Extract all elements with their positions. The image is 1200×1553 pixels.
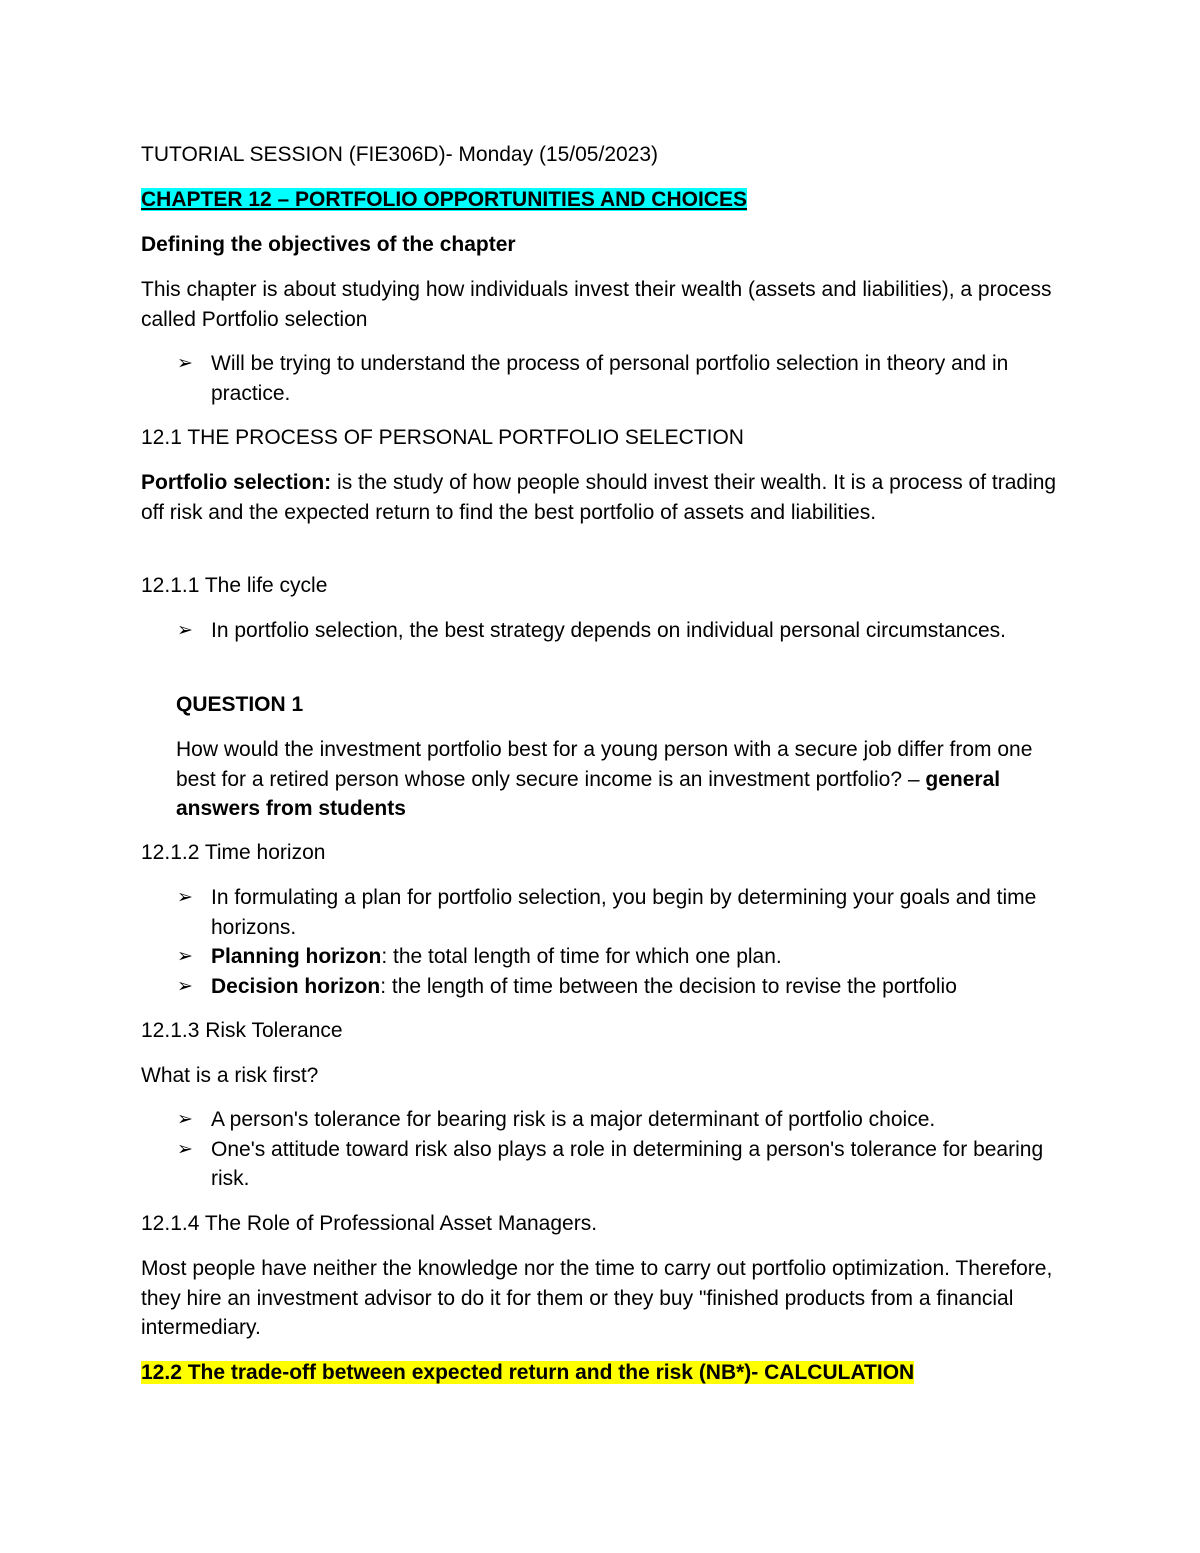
risk-question: What is a risk first? xyxy=(141,1064,319,1087)
objectives-paragraph: This chapter is about studying how individuals invest their wealth (assets and liabilities), a process called Portfolio selection xyxy=(141,278,1052,331)
objectives-bullet-list xyxy=(141,349,1071,408)
list-item: ➢ In portfolio selection, the best strategy depends on individual personal circumstances. xyxy=(141,616,1071,646)
section-12-2-heading xyxy=(141,1358,1071,1388)
definition-text: is the study of how people should invest their wealth. It is a process of trading off risk and the expected return to find the best portfolio of assets and liabilities. xyxy=(141,471,1057,524)
time-horizon-bullet-list xyxy=(141,883,1071,1001)
objectives-heading: Defining the objectives of the chapter xyxy=(141,233,516,256)
chapter-title xyxy=(141,185,1071,215)
arrowhead-bullet-icon: ➢ xyxy=(177,352,193,374)
arrowhead-bullet-icon: ➢ xyxy=(177,886,193,908)
section-12-1-3-heading: 12.1.3 Risk Tolerance xyxy=(141,1019,343,1042)
section-12-1-1-heading: 12.1.1 The life cycle xyxy=(141,574,328,597)
section-12-1-2-heading: 12.1.2 Time horizon xyxy=(141,841,326,864)
section-12-1-4-heading: 12.1.4 The Role of Professional Asset Managers. xyxy=(141,1212,598,1235)
list-item: ➢ One's attitude toward risk also plays a role in determining a person's tolerance for bearing risk. xyxy=(141,1135,1071,1194)
definition-term: Portfolio selection: xyxy=(141,471,332,494)
portfolio-selection-definition xyxy=(141,468,1071,527)
list-item: ➢ A person's tolerance for bearing risk is a major determinant of portfolio choice. xyxy=(141,1105,1071,1135)
chapter-title-text: CHAPTER 12 – PORTFOLIO OPPORTUNITIES AND CHOICES xyxy=(141,188,747,211)
life-cycle-bullet-list xyxy=(141,616,1071,646)
arrowhead-bullet-icon: ➢ xyxy=(177,1137,193,1160)
arrowhead-bullet-icon: ➢ xyxy=(177,945,193,967)
question-1-text: How would the investment portfolio best for a young person with a secure job differ from one best for a retired person whose only secure income is an investment portfolio? – general answers from students xyxy=(176,738,1033,820)
arrowhead-bullet-icon: ➢ xyxy=(177,619,193,641)
risk-tolerance-bullet-list xyxy=(141,1105,1071,1194)
session-header: TUTORIAL SESSION (FIE306D)- Monday (15/05/2023) xyxy=(141,143,659,166)
list-item: ➢ Decision horizon: the length of time between the decision to revise the portfolio xyxy=(141,972,1071,1002)
arrowhead-bullet-icon: ➢ xyxy=(177,974,193,997)
list-item: ➢ Planning horizon: the total length of time for which one plan. xyxy=(141,942,1071,972)
arrowhead-bullet-icon: ➢ xyxy=(177,1108,193,1130)
list-item: ➢ In formulating a plan for portfolio selection, you begin by determining your goals and time horizons. xyxy=(141,883,1071,942)
asset-managers-paragraph: Most people have neither the knowledge nor the time to carry out portfolio optimization. Therefore, they hire an investment advisor to do it for them or they buy "finished products from a financial intermediary. xyxy=(141,1257,1053,1339)
question-1-heading: QUESTION 1 xyxy=(176,693,304,716)
section-12-1-heading: 12.1 THE PROCESS OF PERSONAL PORTFOLIO SELECTION xyxy=(141,426,744,449)
section-12-2-heading-text: 12.2 The trade-off between expected return and the risk (NB*)- CALCULATION xyxy=(141,1361,915,1384)
question-1-answer: general answers from students xyxy=(176,767,1001,820)
list-item: ➢ Will be trying to understand the process of personal portfolio selection in theory and in practice. xyxy=(141,349,1071,408)
